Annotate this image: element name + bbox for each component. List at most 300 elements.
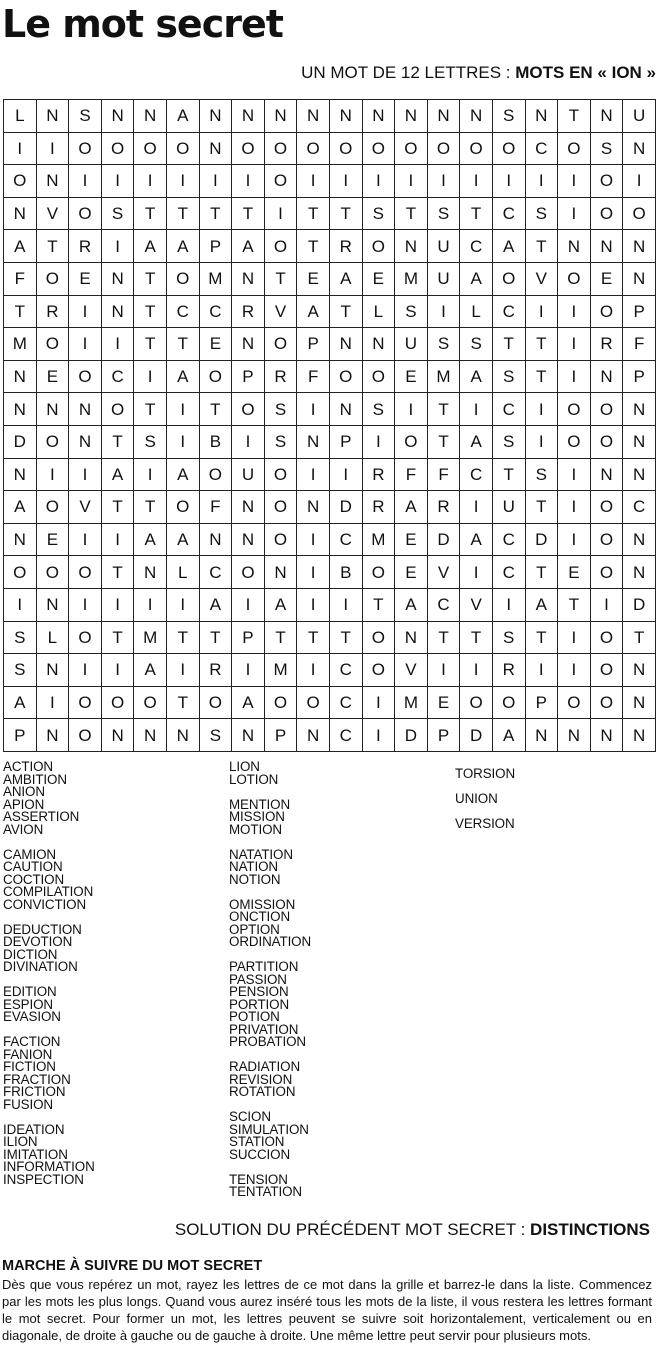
grid-cell[interactable]: I xyxy=(69,523,102,556)
grid-cell[interactable]: I xyxy=(558,295,591,328)
grid-cell[interactable]: I xyxy=(166,588,199,621)
grid-cell[interactable]: C xyxy=(101,360,134,393)
grid-cell[interactable]: I xyxy=(525,425,558,458)
grid-cell[interactable]: O xyxy=(590,491,623,524)
grid-cell[interactable]: A xyxy=(4,686,37,719)
grid-cell[interactable]: I xyxy=(297,523,330,556)
grid-cell[interactable]: M xyxy=(134,621,167,654)
word-list-item[interactable]: PASSION xyxy=(229,971,287,987)
grid-cell[interactable]: S xyxy=(199,719,232,752)
grid-cell[interactable]: I xyxy=(297,588,330,621)
grid-cell[interactable]: I xyxy=(460,165,493,198)
grid-cell[interactable]: O xyxy=(166,132,199,165)
grid-cell[interactable]: R xyxy=(232,295,265,328)
grid-cell[interactable]: C xyxy=(492,295,525,328)
grid-cell[interactable]: I xyxy=(232,654,265,687)
grid-cell[interactable]: T xyxy=(199,393,232,426)
grid-cell[interactable]: C xyxy=(525,132,558,165)
word-list-item[interactable]: TENSION xyxy=(229,1171,288,1187)
grid-cell[interactable]: O xyxy=(199,360,232,393)
grid-cell[interactable]: I xyxy=(492,588,525,621)
grid-cell[interactable]: I xyxy=(362,719,395,752)
grid-cell[interactable]: N xyxy=(427,100,460,133)
grid-cell[interactable]: O xyxy=(362,556,395,589)
grid-cell[interactable]: O xyxy=(36,328,69,361)
grid-cell[interactable]: N xyxy=(525,719,558,752)
grid-cell[interactable]: I xyxy=(558,360,591,393)
grid-cell[interactable]: I xyxy=(362,425,395,458)
grid-cell[interactable]: I xyxy=(297,654,330,687)
grid-cell[interactable]: I xyxy=(134,165,167,198)
grid-cell[interactable]: C xyxy=(166,295,199,328)
grid-cell[interactable]: U xyxy=(232,458,265,491)
grid-cell[interactable]: M xyxy=(199,262,232,295)
grid-cell[interactable]: O xyxy=(264,458,297,491)
grid-cell[interactable]: N xyxy=(525,100,558,133)
grid-cell[interactable]: I xyxy=(69,588,102,621)
grid-cell[interactable]: P xyxy=(297,328,330,361)
grid-cell[interactable]: N xyxy=(395,100,428,133)
grid-cell[interactable]: P xyxy=(623,295,656,328)
grid-cell[interactable]: I xyxy=(460,393,493,426)
grid-cell[interactable]: N xyxy=(329,393,362,426)
word-list-item[interactable]: CAUTION xyxy=(3,859,63,874)
grid-cell[interactable]: O xyxy=(558,425,591,458)
grid-cell[interactable]: I xyxy=(134,360,167,393)
grid-cell[interactable]: P xyxy=(264,719,297,752)
word-list-item[interactable]: FRACTION xyxy=(3,1071,71,1087)
grid-cell[interactable]: I xyxy=(101,328,134,361)
grid-cell[interactable]: I xyxy=(492,165,525,198)
grid-cell[interactable]: O xyxy=(199,458,232,491)
word-list-item[interactable]: ROTATION xyxy=(229,1084,296,1099)
grid-cell[interactable]: I xyxy=(101,588,134,621)
grid-cell[interactable]: I xyxy=(460,556,493,589)
grid-cell[interactable]: T xyxy=(427,621,460,654)
grid-cell[interactable]: O xyxy=(264,165,297,198)
grid-cell[interactable]: N xyxy=(590,360,623,393)
grid-cell[interactable]: F xyxy=(427,458,460,491)
grid-cell[interactable]: S xyxy=(4,621,37,654)
grid-cell[interactable]: R xyxy=(264,360,297,393)
word-list-item[interactable]: PENSION xyxy=(229,984,289,999)
grid-cell[interactable]: I xyxy=(101,654,134,687)
word-list-item[interactable]: NATATION xyxy=(229,846,293,862)
grid-cell[interactable]: O xyxy=(134,132,167,165)
grid-cell[interactable]: N xyxy=(362,100,395,133)
grid-cell[interactable]: O xyxy=(4,165,37,198)
grid-cell[interactable]: A xyxy=(232,230,265,263)
word-list-item[interactable]: IDEATION xyxy=(3,1121,65,1137)
grid-cell[interactable]: A xyxy=(264,588,297,621)
grid-cell[interactable]: P xyxy=(623,360,656,393)
grid-cell[interactable]: N xyxy=(264,556,297,589)
grid-cell[interactable]: I xyxy=(525,165,558,198)
grid-cell[interactable]: O xyxy=(395,132,428,165)
grid-cell[interactable]: O xyxy=(460,686,493,719)
word-list-item[interactable]: STATION xyxy=(229,1134,285,1149)
grid-cell[interactable]: E xyxy=(36,523,69,556)
grid-cell[interactable]: F xyxy=(4,262,37,295)
word-list-item[interactable]: AMBITION xyxy=(3,771,67,787)
grid-cell[interactable]: O xyxy=(264,686,297,719)
grid-cell[interactable]: V xyxy=(395,654,428,687)
grid-cell[interactable]: A xyxy=(166,100,199,133)
grid-cell[interactable]: T xyxy=(36,230,69,263)
grid-cell[interactable]: O xyxy=(362,654,395,687)
grid-cell[interactable]: M xyxy=(395,262,428,295)
grid-cell[interactable]: O xyxy=(590,165,623,198)
grid-cell[interactable]: E xyxy=(69,262,102,295)
grid-cell[interactable]: O xyxy=(69,360,102,393)
grid-cell[interactable]: C xyxy=(329,654,362,687)
grid-cell[interactable]: N xyxy=(623,425,656,458)
word-list-item[interactable]: LOTION xyxy=(229,771,279,787)
grid-cell[interactable]: I xyxy=(329,458,362,491)
grid-cell[interactable]: T xyxy=(134,393,167,426)
grid-cell[interactable]: S xyxy=(492,425,525,458)
grid-cell[interactable]: F xyxy=(199,491,232,524)
grid-cell[interactable]: I xyxy=(427,165,460,198)
grid-cell[interactable]: U xyxy=(395,328,428,361)
grid-cell[interactable]: I xyxy=(69,654,102,687)
word-list-item[interactable]: LION xyxy=(229,759,260,774)
grid-cell[interactable]: I xyxy=(427,654,460,687)
grid-cell[interactable]: O xyxy=(69,556,102,589)
grid-cell[interactable]: O xyxy=(101,393,134,426)
grid-cell[interactable]: S xyxy=(4,654,37,687)
grid-cell[interactable]: F xyxy=(395,458,428,491)
grid-cell[interactable]: T xyxy=(4,295,37,328)
grid-cell[interactable]: O xyxy=(362,621,395,654)
word-list-item[interactable]: PROBATION xyxy=(229,1034,306,1049)
word-list-item[interactable]: APION xyxy=(3,796,45,812)
grid-cell[interactable]: O xyxy=(590,686,623,719)
grid-cell[interactable]: S xyxy=(101,197,134,230)
grid-cell[interactable]: F xyxy=(623,328,656,361)
grid-cell[interactable]: I xyxy=(525,295,558,328)
word-list-item[interactable]: TORSION xyxy=(455,766,516,781)
grid-cell[interactable]: T xyxy=(427,425,460,458)
word-list-item[interactable]: VERSION xyxy=(455,816,515,831)
grid-cell[interactable]: N xyxy=(232,719,265,752)
grid-cell[interactable]: N xyxy=(36,654,69,687)
grid-cell[interactable]: T xyxy=(623,621,656,654)
grid-cell[interactable]: A xyxy=(460,262,493,295)
grid-cell[interactable]: P xyxy=(427,719,460,752)
grid-cell[interactable]: T xyxy=(460,197,493,230)
grid-cell[interactable]: T xyxy=(101,491,134,524)
grid-cell[interactable]: O xyxy=(492,132,525,165)
grid-cell[interactable]: P xyxy=(232,360,265,393)
grid-cell[interactable]: O xyxy=(590,295,623,328)
grid-cell[interactable]: O xyxy=(36,556,69,589)
grid-cell[interactable]: I xyxy=(101,165,134,198)
word-list-item[interactable]: ONCTION xyxy=(229,909,291,924)
grid-cell[interactable]: S xyxy=(590,132,623,165)
grid-cell[interactable]: O xyxy=(232,556,265,589)
grid-cell[interactable]: O xyxy=(297,132,330,165)
grid-cell[interactable]: N xyxy=(297,425,330,458)
grid-cell[interactable]: A xyxy=(525,588,558,621)
grid-cell[interactable]: I xyxy=(232,165,265,198)
grid-cell[interactable]: I xyxy=(4,588,37,621)
grid-cell[interactable]: N xyxy=(623,654,656,687)
grid-cell[interactable]: C xyxy=(329,686,362,719)
grid-cell[interactable]: N xyxy=(329,328,362,361)
word-list-item[interactable]: ACTION xyxy=(3,759,53,774)
grid-cell[interactable]: E xyxy=(427,686,460,719)
grid-cell[interactable]: A xyxy=(297,295,330,328)
grid-cell[interactable]: C xyxy=(460,230,493,263)
grid-cell[interactable]: U xyxy=(623,100,656,133)
grid-cell[interactable]: A xyxy=(101,458,134,491)
word-list-item[interactable]: ILION xyxy=(3,1134,38,1149)
word-list-item[interactable]: DEVOTION xyxy=(3,934,73,949)
grid-cell[interactable]: O xyxy=(590,197,623,230)
word-list-item[interactable]: MENTION xyxy=(229,796,291,812)
grid-cell[interactable]: I xyxy=(297,458,330,491)
grid-cell[interactable]: O xyxy=(101,686,134,719)
grid-cell[interactable]: O xyxy=(199,686,232,719)
grid-cell[interactable]: I xyxy=(558,458,591,491)
grid-cell[interactable]: A xyxy=(492,719,525,752)
grid-cell[interactable]: I xyxy=(134,588,167,621)
grid-cell[interactable]: T xyxy=(525,556,558,589)
grid-cell[interactable]: N xyxy=(134,556,167,589)
grid-cell[interactable]: N xyxy=(623,719,656,752)
grid-cell[interactable]: T xyxy=(264,621,297,654)
grid-cell[interactable]: R xyxy=(36,295,69,328)
grid-cell[interactable]: N xyxy=(36,588,69,621)
grid-cell[interactable]: I xyxy=(232,588,265,621)
grid-cell[interactable]: E xyxy=(395,523,428,556)
word-list-item[interactable]: SIMULATION xyxy=(229,1121,309,1137)
grid-cell[interactable]: O xyxy=(69,686,102,719)
grid-cell[interactable]: O xyxy=(232,132,265,165)
grid-cell[interactable]: U xyxy=(427,230,460,263)
grid-cell[interactable]: T xyxy=(264,262,297,295)
grid-cell[interactable]: E xyxy=(590,262,623,295)
grid-cell[interactable]: O xyxy=(329,132,362,165)
grid-cell[interactable]: I xyxy=(166,425,199,458)
grid-cell[interactable]: N xyxy=(232,491,265,524)
grid-cell[interactable]: A xyxy=(329,262,362,295)
grid-cell[interactable]: R xyxy=(362,458,395,491)
word-list-item[interactable]: NATION xyxy=(229,859,278,874)
grid-cell[interactable]: S xyxy=(492,621,525,654)
grid-cell[interactable]: O xyxy=(134,686,167,719)
grid-cell[interactable]: P xyxy=(232,621,265,654)
grid-cell[interactable]: O xyxy=(69,197,102,230)
grid-cell[interactable]: O xyxy=(362,132,395,165)
grid-cell[interactable]: I xyxy=(36,686,69,719)
grid-cell[interactable]: U xyxy=(492,491,525,524)
grid-cell[interactable]: T xyxy=(525,621,558,654)
word-list-item[interactable]: MOTION xyxy=(229,821,282,837)
grid-cell[interactable]: T xyxy=(166,621,199,654)
grid-cell[interactable]: V xyxy=(69,491,102,524)
grid-cell[interactable]: S xyxy=(525,197,558,230)
grid-cell[interactable]: N xyxy=(69,393,102,426)
word-list-item[interactable]: REVISION xyxy=(229,1071,293,1087)
grid-cell[interactable]: S xyxy=(264,393,297,426)
grid-cell[interactable]: N xyxy=(101,262,134,295)
word-list-item[interactable]: COMPILATION xyxy=(3,884,94,899)
grid-cell[interactable]: A xyxy=(395,588,428,621)
grid-cell[interactable]: A xyxy=(199,588,232,621)
grid-cell[interactable]: N xyxy=(134,719,167,752)
grid-cell[interactable]: R xyxy=(329,230,362,263)
grid-cell[interactable]: I xyxy=(297,165,330,198)
grid-cell[interactable]: O xyxy=(395,425,428,458)
grid-cell[interactable]: O xyxy=(362,230,395,263)
grid-cell[interactable]: I xyxy=(36,132,69,165)
grid-cell[interactable]: I xyxy=(558,328,591,361)
grid-cell[interactable]: I xyxy=(395,393,428,426)
grid-cell[interactable]: N xyxy=(590,719,623,752)
grid-cell[interactable]: P xyxy=(4,719,37,752)
word-list-item[interactable]: OPTION xyxy=(229,921,280,937)
grid-cell[interactable]: C xyxy=(492,556,525,589)
grid-cell[interactable]: A xyxy=(395,491,428,524)
grid-cell[interactable]: V xyxy=(525,262,558,295)
grid-cell[interactable]: N xyxy=(558,230,591,263)
grid-cell[interactable]: N xyxy=(101,719,134,752)
grid-cell[interactable]: V xyxy=(460,588,493,621)
grid-cell[interactable]: O xyxy=(264,230,297,263)
word-list-item[interactable]: ORDINATION xyxy=(229,934,312,949)
grid-cell[interactable]: T xyxy=(101,425,134,458)
grid-cell[interactable]: I xyxy=(101,523,134,556)
grid-cell[interactable]: C xyxy=(329,523,362,556)
grid-cell[interactable]: O xyxy=(558,686,591,719)
grid-cell[interactable]: A xyxy=(460,360,493,393)
grid-cell[interactable]: I xyxy=(69,295,102,328)
word-list-item[interactable]: FACTION xyxy=(3,1034,61,1049)
word-list-item[interactable]: SUCCION xyxy=(229,1146,291,1162)
grid-cell[interactable]: N xyxy=(460,100,493,133)
grid-cell[interactable]: M xyxy=(4,328,37,361)
grid-cell[interactable]: E xyxy=(199,328,232,361)
grid-cell[interactable]: L xyxy=(36,621,69,654)
grid-cell[interactable]: N xyxy=(297,491,330,524)
grid-cell[interactable]: A xyxy=(232,686,265,719)
grid-cell[interactable]: M xyxy=(362,523,395,556)
word-list-item[interactable]: DEDUCTION xyxy=(3,921,82,937)
word-list-item[interactable]: SCION xyxy=(229,1109,271,1124)
grid-cell[interactable]: N xyxy=(36,719,69,752)
grid-cell[interactable]: N xyxy=(4,523,37,556)
grid-cell[interactable]: C xyxy=(492,523,525,556)
grid-cell[interactable]: O xyxy=(590,654,623,687)
word-list-item[interactable]: EDITION xyxy=(3,984,57,999)
grid-cell[interactable]: S xyxy=(492,100,525,133)
grid-cell[interactable]: O xyxy=(558,132,591,165)
grid-cell[interactable]: T xyxy=(427,393,460,426)
grid-cell[interactable]: P xyxy=(329,425,362,458)
grid-cell[interactable]: N xyxy=(623,393,656,426)
grid-cell[interactable]: N xyxy=(623,556,656,589)
word-list-item[interactable]: UNION xyxy=(455,791,498,806)
grid-cell[interactable]: S xyxy=(492,360,525,393)
grid-cell[interactable]: C xyxy=(427,588,460,621)
grid-cell[interactable]: S xyxy=(69,100,102,133)
word-list-item[interactable]: MISSION xyxy=(229,809,285,824)
grid-cell[interactable]: C xyxy=(492,393,525,426)
grid-cell[interactable]: I xyxy=(558,197,591,230)
grid-cell[interactable]: L xyxy=(362,295,395,328)
grid-cell[interactable]: I xyxy=(525,393,558,426)
grid-cell[interactable]: E xyxy=(297,262,330,295)
word-list-item[interactable]: EVASION xyxy=(3,1009,61,1024)
word-list-item[interactable]: INSPECTION xyxy=(3,1171,84,1187)
grid-cell[interactable]: T xyxy=(362,588,395,621)
grid-cell[interactable]: N xyxy=(4,393,37,426)
grid-cell[interactable]: I xyxy=(460,491,493,524)
grid-cell[interactable]: O xyxy=(492,686,525,719)
grid-cell[interactable]: O xyxy=(36,425,69,458)
grid-cell[interactable]: N xyxy=(232,262,265,295)
grid-cell[interactable]: T xyxy=(525,230,558,263)
word-list-item[interactable]: CAMION xyxy=(3,846,56,862)
grid-cell[interactable]: T xyxy=(134,491,167,524)
word-list-item[interactable]: ESPION xyxy=(3,996,54,1012)
grid-cell[interactable]: B xyxy=(199,425,232,458)
grid-cell[interactable]: I xyxy=(69,165,102,198)
grid-cell[interactable]: U xyxy=(427,262,460,295)
grid-cell[interactable]: L xyxy=(4,100,37,133)
grid-cell[interactable]: O xyxy=(623,197,656,230)
grid-cell[interactable]: N xyxy=(623,686,656,719)
grid-cell[interactable]: T xyxy=(199,197,232,230)
grid-cell[interactable]: F xyxy=(297,360,330,393)
grid-cell[interactable]: O xyxy=(297,686,330,719)
grid-cell[interactable]: I xyxy=(199,165,232,198)
grid-cell[interactable]: O xyxy=(69,719,102,752)
word-list-item[interactable]: TENTATION xyxy=(229,1184,302,1199)
grid-cell[interactable]: T xyxy=(134,197,167,230)
grid-cell[interactable]: O xyxy=(166,491,199,524)
grid-cell[interactable]: O xyxy=(36,491,69,524)
grid-cell[interactable]: R xyxy=(362,491,395,524)
grid-cell[interactable]: O xyxy=(558,262,591,295)
word-list-item[interactable]: DIVINATION xyxy=(3,959,78,974)
grid-cell[interactable]: T xyxy=(525,491,558,524)
grid-cell[interactable]: R xyxy=(427,491,460,524)
grid-cell[interactable]: O xyxy=(36,262,69,295)
word-list-item[interactable]: FUSION xyxy=(3,1096,53,1112)
grid-cell[interactable]: N xyxy=(232,523,265,556)
grid-cell[interactable]: N xyxy=(4,458,37,491)
grid-cell[interactable]: E xyxy=(362,262,395,295)
grid-cell[interactable]: N xyxy=(395,621,428,654)
grid-cell[interactable]: C xyxy=(623,491,656,524)
grid-cell[interactable]: D xyxy=(623,588,656,621)
grid-cell[interactable]: P xyxy=(525,686,558,719)
grid-cell[interactable]: N xyxy=(329,100,362,133)
word-list-item[interactable]: IMITATION xyxy=(3,1146,68,1162)
grid-cell[interactable]: N xyxy=(4,197,37,230)
grid-cell[interactable]: N xyxy=(297,719,330,752)
word-list-item[interactable]: ASSERTION xyxy=(3,809,80,824)
grid-cell[interactable]: C xyxy=(492,197,525,230)
grid-cell[interactable]: N xyxy=(558,719,591,752)
grid-cell[interactable]: O xyxy=(166,262,199,295)
grid-cell[interactable]: T xyxy=(329,295,362,328)
word-list-item[interactable]: RADIATION xyxy=(229,1059,301,1074)
grid-cell[interactable]: C xyxy=(199,556,232,589)
